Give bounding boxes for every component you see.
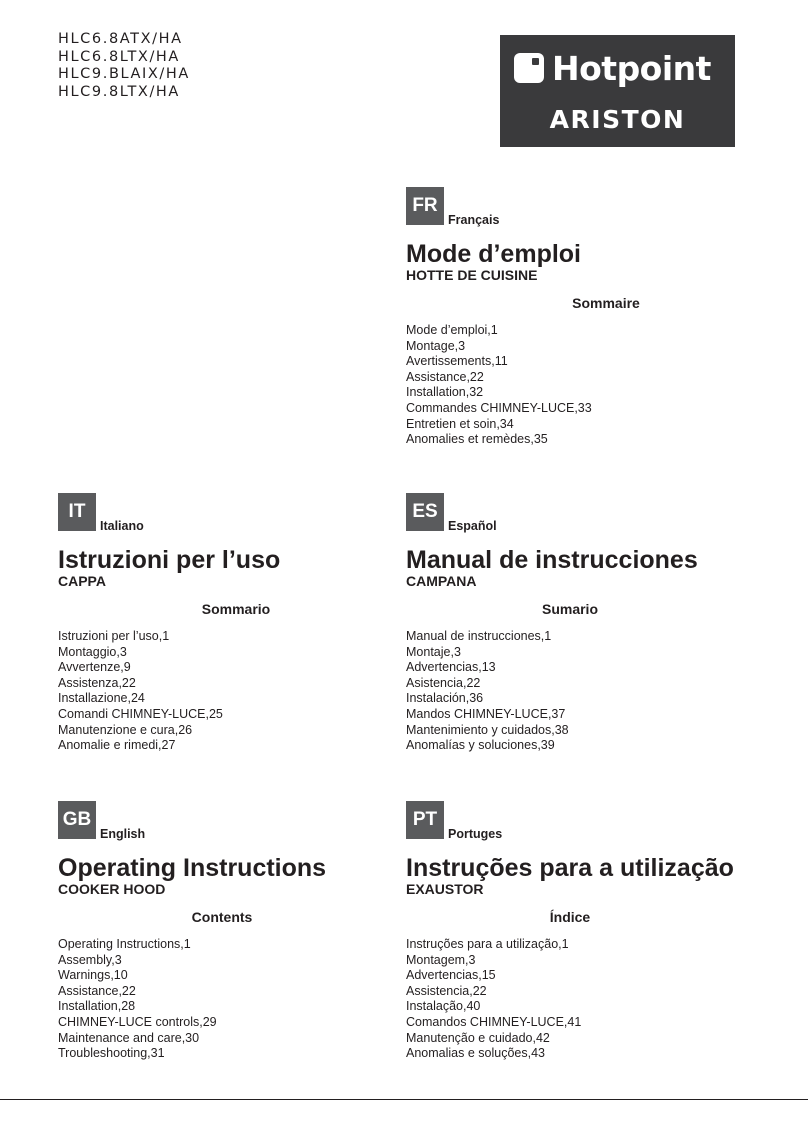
section-subtitle: CAPPA (58, 573, 106, 589)
language-code-badge: GB (58, 801, 96, 839)
toc-item: Assistance,22 (58, 983, 136, 998)
toc-item: Entretien et soin,34 (406, 416, 514, 431)
toc-item: Assistencia,22 (406, 983, 487, 998)
toc-item: Montagem,3 (406, 952, 476, 967)
section-pt (406, 801, 736, 1062)
toc-item: Mode d’emploi,1 (406, 323, 498, 337)
toc-heading: Sumario (541, 601, 598, 617)
toc-item: Montaje,3 (406, 644, 461, 659)
language-name: English (100, 827, 146, 841)
toc-item: Anomalie e rimedi,27 (58, 738, 176, 753)
toc-heading: Contents (191, 909, 253, 925)
language-code-badge: FR (406, 187, 444, 225)
language-name: Portuges (448, 827, 503, 841)
toc-list (406, 629, 736, 754)
language-code-badge: ES (406, 493, 444, 531)
brand-name: Hotpoint (552, 48, 711, 88)
toc-item: Mantenimiento y cuidados,38 (406, 722, 569, 737)
toc-item: Installazione,24 (58, 691, 145, 706)
hotpoint-mark-icon (514, 53, 544, 83)
toc-item: Anomalies et remèdes,35 (406, 432, 548, 447)
section-it (58, 493, 388, 754)
model-number: HLC6.8LTX/HA (58, 48, 180, 65)
toc-item: Anomalías y soluciones,39 (406, 738, 555, 753)
toc-item: Instruções para a utilização,1 (406, 937, 569, 951)
language-name: Español (448, 519, 497, 533)
toc-heading: Índice (549, 909, 591, 925)
section-gb (58, 801, 388, 1062)
toc-item: Manual de instrucciones,1 (406, 629, 552, 643)
toc-item: Commandes CHIMNEY-LUCE,33 (406, 400, 592, 415)
toc-item: Warnings,10 (58, 968, 128, 983)
toc-item: Advertencias,13 (406, 660, 496, 675)
toc-item: Installation,28 (58, 999, 136, 1014)
toc-item: Montage,3 (406, 338, 466, 353)
toc-item: Operating Instructions,1 (58, 937, 191, 951)
toc-list (58, 629, 388, 754)
toc-list (406, 937, 736, 1062)
section-title: Istruzioni per l’uso (58, 546, 281, 574)
toc-item: Maintenance and care,30 (58, 1030, 200, 1045)
section-es (406, 493, 736, 754)
toc-list (406, 323, 736, 448)
toc-item: Assistenza,22 (58, 675, 136, 690)
toc-item: Anomalias e soluções,43 (406, 1046, 545, 1061)
toc-item: Mandos CHIMNEY-LUCE,37 (406, 706, 566, 721)
toc-item: Manutenzione e cura,26 (58, 722, 193, 737)
language-name: Italiano (100, 519, 144, 533)
toc-item: Advertencias,15 (406, 968, 496, 983)
language-code-badge: IT (58, 493, 96, 531)
brand-subname: ARISTON (549, 105, 686, 134)
toc-heading: Sommaire (572, 295, 640, 311)
section-title: Operating Instructions (58, 854, 327, 882)
section-subtitle: COOKER HOOD (58, 881, 166, 897)
section-subtitle: HOTTE DE CUISINE (406, 267, 538, 283)
brand-logo (500, 35, 735, 147)
toc-item: Assistance,22 (406, 369, 484, 384)
toc-item: Instalação,40 (406, 999, 481, 1014)
toc-item: Comandos CHIMNEY-LUCE,41 (406, 1014, 582, 1029)
toc-item: Assembly,3 (58, 952, 122, 967)
toc-item: Manutenção e cuidado,42 (406, 1030, 550, 1045)
toc-item: Comandi CHIMNEY-LUCE,25 (58, 706, 223, 721)
toc-item: CHIMNEY-LUCE controls,29 (58, 1014, 217, 1029)
toc-item: Montaggio,3 (58, 644, 127, 659)
toc-item: Installation,32 (406, 385, 484, 400)
toc-item: Instalación,36 (406, 691, 484, 706)
toc-heading: Sommario (201, 601, 271, 617)
section-title: Mode d’emploi (406, 240, 581, 268)
model-number: HLC9.8LTX/HA (58, 83, 180, 100)
section-fr (406, 187, 736, 448)
language-code-badge: PT (406, 801, 444, 839)
section-title: Manual de instrucciones (406, 546, 698, 574)
model-number: HLC9.BLAIX/HA (58, 66, 190, 82)
model-list (58, 31, 190, 101)
toc-item: Avvertenze,9 (58, 660, 131, 675)
language-name: Français (448, 213, 500, 227)
footer-divider (0, 1099, 808, 1100)
toc-list (58, 937, 388, 1062)
section-subtitle: EXAUSTOR (406, 881, 484, 897)
toc-item: Asistencia,22 (406, 675, 481, 690)
toc-item: Istruzioni per l’uso,1 (58, 629, 170, 643)
toc-item: Troubleshooting,31 (58, 1046, 165, 1061)
model-number: HLC6.8ATX/HA (58, 31, 183, 47)
toc-item: Avertissements,11 (406, 354, 508, 369)
section-subtitle: CAMPANA (406, 573, 477, 589)
section-title: Instruções para a utilização (406, 854, 734, 882)
